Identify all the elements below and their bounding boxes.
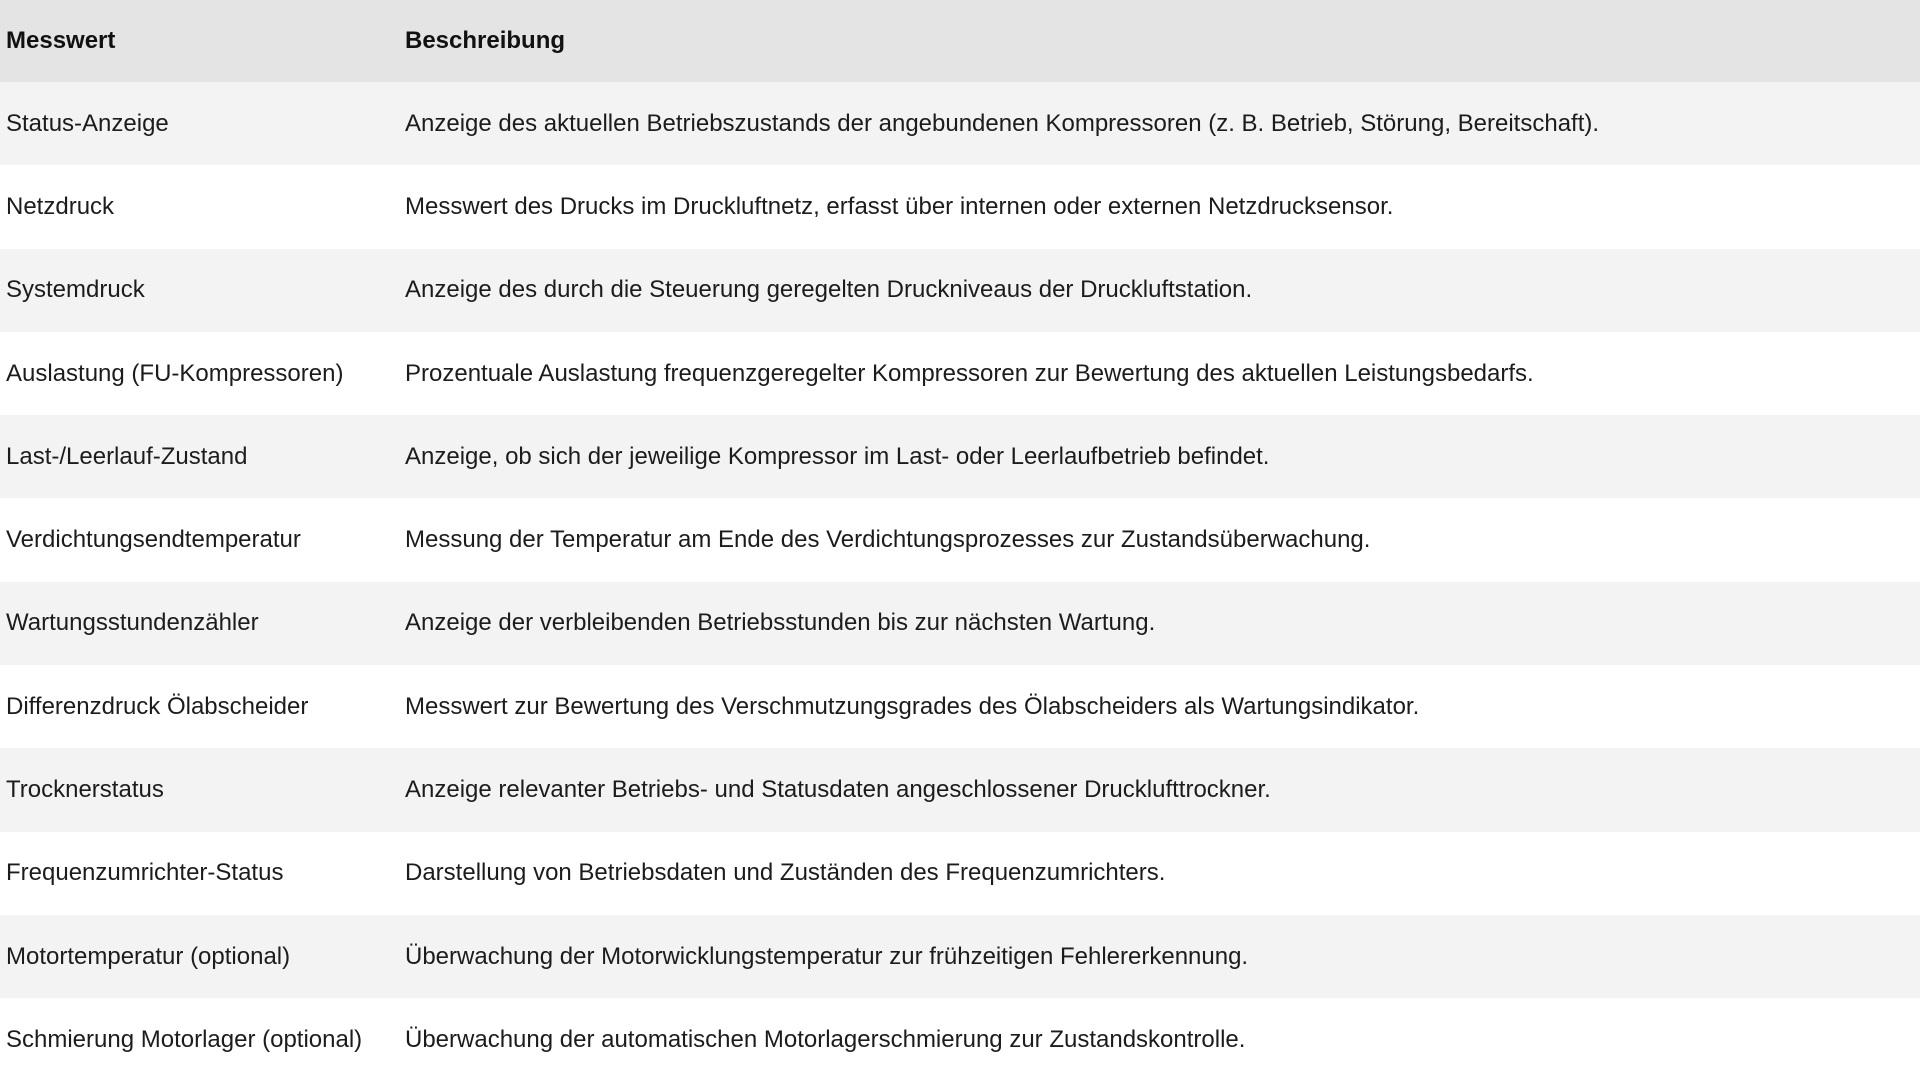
- row-beschreibung: Überwachung der Motorwicklungstemperatur zur frühzeitigen Fehlererkennung.: [405, 942, 1249, 970]
- row-beschreibung: Messwert des Drucks im Druckluftnetz, erfasst über internen oder externen Netzdrucksensor.: [405, 192, 1394, 220]
- table-row: [0, 832, 1920, 915]
- row-beschreibung: Anzeige des durch die Steuerung geregelten Druckniveaus der Druckluftstation.: [405, 276, 1253, 304]
- row-messwert: Verdichtungsendtemperatur: [6, 526, 301, 554]
- row-messwert: Netzdruck: [6, 192, 115, 220]
- row-messwert: Status-Anzeige: [6, 109, 169, 137]
- row-beschreibung: Anzeige des aktuellen Betriebszustands der angebundenen Kompressoren (z. B. Betrieb, Störung, Bereitschaft).: [405, 109, 1600, 137]
- row-messwert: Motortemperatur (optional): [6, 942, 291, 970]
- table-row: [0, 665, 1920, 748]
- table-row: [0, 415, 1920, 498]
- row-beschreibung: Darstellung von Betriebsdaten und Zuständen des Frequenzumrichters.: [405, 859, 1166, 887]
- row-messwert: Auslastung (FU-Kompressoren): [6, 359, 344, 387]
- header-beschreibung: Beschreibung: [405, 27, 566, 54]
- row-beschreibung: Überwachung der automatischen Motorlagerschmierung zur Zustandskontrolle.: [405, 1025, 1246, 1053]
- table-row: [0, 165, 1920, 248]
- row-messwert: Schmierung Motorlager (optional): [6, 1025, 363, 1053]
- row-messwert: Last-/Leerlauf-Zustand: [6, 442, 248, 470]
- table-header-row: [0, 0, 1920, 82]
- row-beschreibung: Anzeige, ob sich der jeweilige Kompressor im Last- oder Leerlaufbetrieb befindet.: [405, 442, 1270, 470]
- table-row: [0, 998, 1920, 1081]
- row-beschreibung: Anzeige der verbleibenden Betriebsstunden bis zur nächsten Wartung.: [405, 609, 1156, 637]
- table-row: [0, 748, 1920, 831]
- row-beschreibung: Anzeige relevanter Betriebs- und Statusdaten angeschlossener Drucklufttrockner.: [405, 776, 1271, 804]
- row-beschreibung: Prozentuale Auslastung frequenzgeregelter Kompressoren zur Bewertung des aktuellen Leistungsbedarfs.: [405, 359, 1534, 387]
- row-messwert: Systemdruck: [6, 276, 145, 304]
- row-messwert: Wartungsstundenzähler: [6, 609, 259, 637]
- table-row: [0, 582, 1920, 665]
- row-messwert: Differenzdruck Ölabscheider: [6, 692, 309, 720]
- row-beschreibung: Messung der Temperatur am Ende des Verdichtungsprozesses zur Zustandsüberwachung.: [405, 526, 1371, 554]
- table-row: [0, 82, 1920, 165]
- row-messwert: Trocknerstatus: [6, 776, 164, 804]
- table-row: [0, 915, 1920, 998]
- table-row: [0, 332, 1920, 415]
- row-beschreibung: Messwert zur Bewertung des Verschmutzungsgrades des Ölabscheiders als Wartungsindikator.: [405, 692, 1420, 720]
- row-messwert: Frequenzumrichter-Status: [6, 859, 284, 887]
- header-messwert: Messwert: [6, 27, 116, 54]
- table-row: [0, 498, 1920, 581]
- table-row: [0, 249, 1920, 332]
